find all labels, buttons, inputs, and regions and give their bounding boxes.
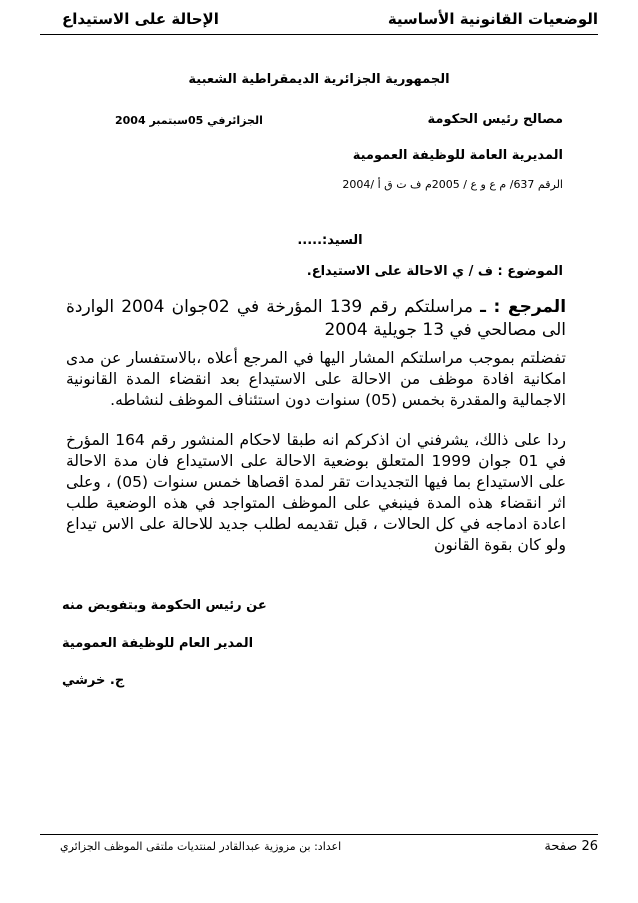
addressee: السيد:.....	[297, 233, 363, 248]
header-title-left: الإحالة على الاستيداع	[62, 10, 219, 28]
reference-text: مراسلتكم رقم 139 المؤرخة في 02جوان 2004 الواردة الى مصالحي في 13 جويلية 2004	[66, 297, 566, 340]
body-paragraph-response: ردا على ذالك، يشرفني ان اذكركم انه طبقا لاحكام المنشور رقم 164 المؤرخ في 01 جوان 1999 المتعلق بوضعية الاحالة على الاستيداع فان مدة الاحالة على الاستيداع بما فيها التجديدات تقر لمدة اقصاها خمس سنوات (05) ، وعلى اثر انقضاء هذه المدة فينبغي على الموظف المتواجد في هذه الوضعية طلب اعادة ادماجه في كل الحالات ، قبل تقديمه لطلب جديد للاحالة على الاس تيداع ولو كان بقوة القانون	[66, 431, 566, 554]
directorate-name: المديرية العامة للوظيفة العمومية	[352, 148, 563, 163]
reference-number: الرقم 637/ م ع و ع / 2005م ف ت ق أ /2004	[342, 178, 563, 191]
issuing-service: مصالح رئيس الحكومة	[427, 112, 563, 127]
place-and-date: الجزائرفي 05سبتمبر 2004	[115, 114, 263, 127]
body-paragraph-inquiry: تفضلتم بموجب مراسلتكم المشار اليها في المرجع أعلاه ،بالاستفسار عن مدى امكانية افادة موظف من الاحالة على الاستيداع بعد انقضاء المدة القانونية الاجمالية والمقدرة بخمس (05) سنوات دون استئناف الموظف لنشاطه.	[66, 349, 566, 409]
reference-label: المرجع : ـ	[480, 297, 567, 317]
header-title-right: الوضعيات القانونية الأساسية	[387, 10, 598, 28]
signature-name: ج. خرشي	[62, 673, 125, 688]
footer-divider	[40, 834, 598, 835]
signature-title: المدير العام للوظيفة العمومية	[62, 636, 254, 651]
republic-heading: الجمهورية الجزائرية الديمقراطية الشعبية	[188, 72, 450, 87]
header-divider	[40, 34, 598, 35]
subject-line: الموضوع : ف / ي الاحالة على الاستيداع.	[306, 264, 563, 279]
page-number: 26 صفحة	[544, 839, 598, 854]
signature-delegation: عن رئيس الحكومة وبتفويض منه	[62, 598, 267, 613]
footer-credit: اعداد: بن مزوزية عبدالقادر لمنتديات ملتقى الموظف الجزائري	[60, 840, 342, 853]
reference-paragraph	[66, 296, 566, 342]
